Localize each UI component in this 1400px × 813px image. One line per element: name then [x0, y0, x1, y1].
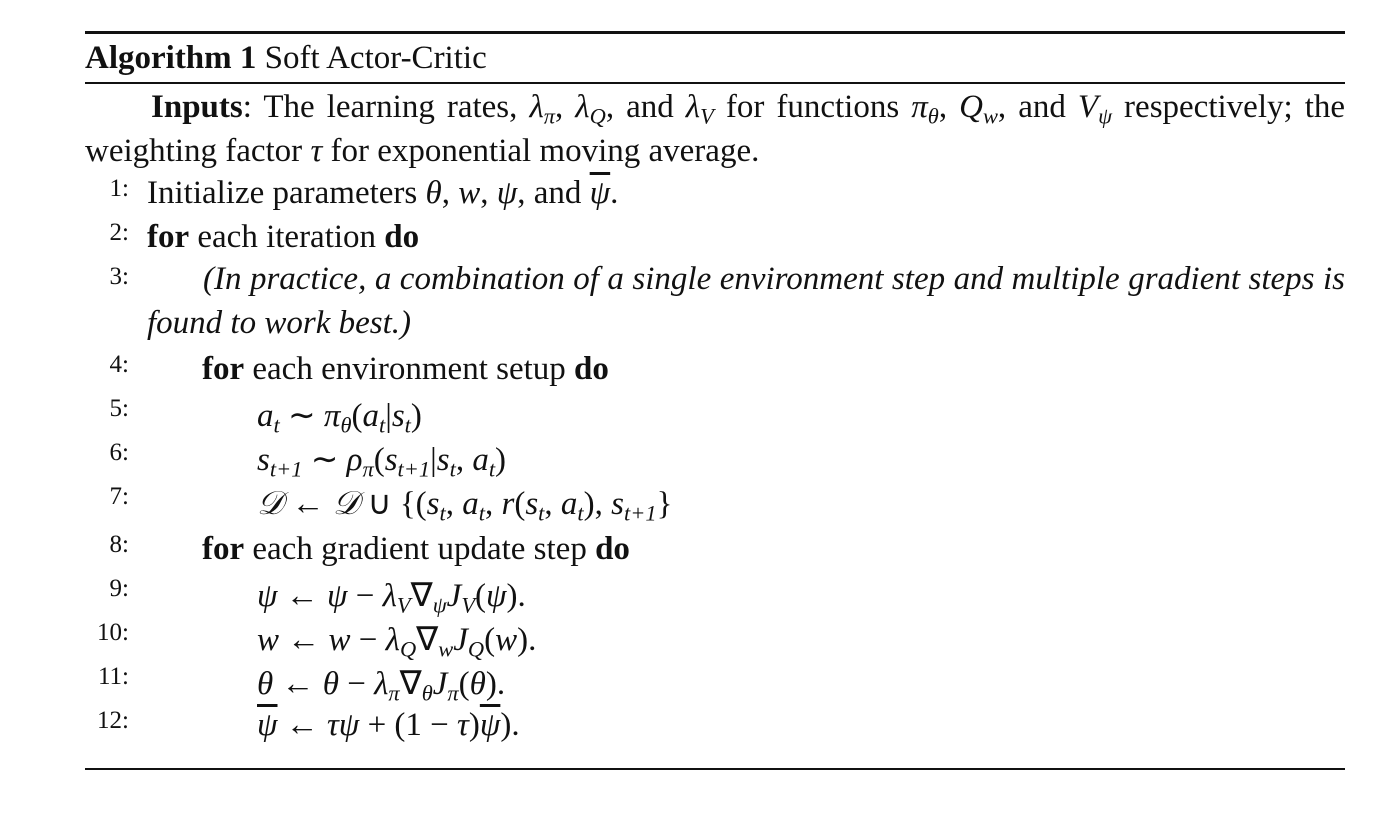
keyword-do: do	[595, 531, 630, 567]
line-number: 11:	[97, 663, 129, 690]
line-number: 2:	[109, 219, 129, 246]
line-number: 7:	[109, 483, 129, 510]
line-number: 12:	[97, 707, 129, 734]
algo-line-3	[85, 263, 1345, 351]
keyword-for: for	[147, 219, 190, 255]
algorithm-label: Algorithm 1	[85, 40, 257, 76]
algorithm-block	[85, 31, 1345, 813]
comment-text: (In practice, a combination of a single environment step and multiple gradient steps is found to work best.)	[147, 261, 1345, 341]
algorithm-caption	[85, 34, 1345, 82]
keyword-for: for	[202, 351, 245, 387]
inputs-label: Inputs	[151, 89, 243, 125]
line-text: each gradient update step	[252, 531, 587, 567]
line-text: each environment setup	[252, 351, 566, 387]
keyword-for: for	[202, 531, 245, 567]
line-number: 3:	[109, 263, 129, 290]
keyword-do: do	[574, 351, 609, 387]
line-text: each iteration	[197, 219, 377, 255]
line-text: Initialize parameters	[147, 175, 418, 211]
line-number: 4:	[109, 351, 129, 378]
line-number: 9:	[109, 575, 129, 602]
algorithm-lines: 1: Initialize parameters θ, w, ψ, and $\overline{\psi}$. 2: for each iteration do 3: (In practice, a combination of a single environment step and multiple gradient steps is found to work best.) 4: for each environment setup do 5: $a_t$ ∼ $\pi_\theta(a_t|s_t)$ 6: $s_{t+1}$ ∼ $\rho_\pi(s_{t+1}|s_t$, $a_t$) 7: 𝒟 ← 𝒟 ∪ {($s_t$, $a_t$, $r(s_t$, $a_t$), $s_{t+1}$} 8: for each gradient update step do 9: ψ ← $\psi - \lambda_V\nabla_\psi J_V(\psi)$. 10: w ← $w - \lambda_Q\nabla_wJ_Q(w)$. 11: θ ← $\theta - \lambda_\pi\nabla_\theta J_\pi(\theta)$. 12: $\overline{\psi}$ ← $\tau\psi + (1 - \tau)\overline{\psi}$).	[85, 173, 1345, 813]
line-number: 10:	[97, 619, 129, 646]
bottom-rule	[85, 768, 1345, 770]
algorithm-title: Soft Actor-Critic	[264, 40, 487, 76]
line-number: 5:	[109, 395, 129, 422]
line-number: 6:	[109, 439, 129, 466]
keyword-do: do	[384, 219, 420, 255]
inputs-paragraph: Inputs: The learning rates, $\lambda_\pi$, $\lambda_Q$, and $\lambda_V$ for functions $\pi_\theta$, $Q_w$, and $V_\psi$ respectively; the weighting factor τ for exponential moving average.	[85, 89, 1346, 169]
line-number: 1:	[109, 175, 129, 202]
line-number: 8:	[109, 531, 129, 558]
